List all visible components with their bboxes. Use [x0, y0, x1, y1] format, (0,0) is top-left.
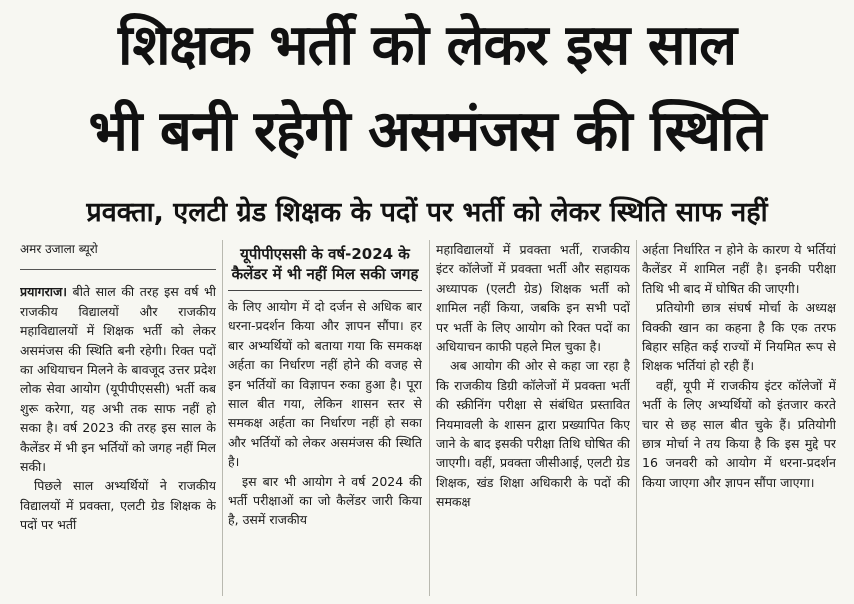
article-column-1 — [20, 240, 216, 600]
paragraph: पिछले साल अभ्यर्थियों ने राजकीय विद्यालयों में प्रवक्ता, एलटी ग्रेड शिक्षक के पदों पर भर्ती — [20, 478, 216, 533]
article-column-3 — [436, 240, 630, 600]
dateline-city: प्रयागराज। — [20, 284, 68, 300]
crosshead: यूपीपीएससी के वर्ष-2024 के कैलेंडर में भी नहीं मिल सकी जगह — [228, 240, 422, 291]
article-column-4 — [642, 240, 836, 600]
paragraph: महाविद्यालयों में प्रवक्ता भर्ती, राजकीय इंटर कॉलेजों में प्रवक्ता भर्ती और सहायक अध्यापक (एलटी ग्रेड) शिक्षक भर्ती को शामिल नहीं किया, जबकि इन सभी पदों पर भर्ती के लिए आयोग को रिक्त पदों का अधियाचन काफी पहले मिल चुका है। — [436, 242, 630, 355]
paragraph: वहीं, यूपी में राजकीय इंटर कॉलेजों में भर्ती के लिए अभ्यर्थियों को इंतजार करते चार से छह साल बीत चुके हैं। प्रतियोगी छात्र मोर्चा ने तय किया है कि इस मुद्दे पर 16 जनवरी को आयोग में धरना-प्रदर्शन किया जाएगा और ज्ञापन सौंपा जाएगा। — [642, 377, 836, 490]
byline-rule — [20, 269, 216, 270]
column-divider — [429, 240, 430, 596]
column-divider — [636, 240, 637, 596]
paragraph: के लिए आयोग में दो दर्जन से अधिक बार धरना-प्रदर्शन किया और ज्ञापन सौंपा। हर बार अभ्यर्थियों को बताया गया कि समकक्ष अर्हता का निर्धारण नहीं होने की वजह से इन भर्तियों का विज्ञापन रुका हुआ है। पूरा साल बीत गया, लेकिन शासन स्तर से समकक्ष अर्हता का निर्धारण नहीं हो सका और भर्तियों को लेकर असमंजस की स्थिति है। — [228, 299, 422, 470]
paragraph — [20, 282, 216, 476]
paragraph: अब आयोग की ओर से कहा जा रहा है कि राजकीय डिग्री कॉलेजों में प्रवक्ता भर्ती की स्क्रीनिंग परीक्षा से संबंधित प्रस्तावित नियमावली के शासन द्वारा प्रख्यापित किए जाने के बाद इसकी परीक्षा तिथि घोषित की जाएगी। वहीं, प्रवक्ता जीसीआई, एलटी ग्रेड शिक्षक, खंड शिक्षा अधिकारी के पदों की समकक्ष — [436, 358, 630, 510]
paragraph: प्रतियोगी छात्र संघर्ष मोर्चा के अध्यक्ष विक्की खान का कहना है कि एक तरफ बिहार सहित कई राज्यों में नियमित रूप से शिक्षक भर्तियां हो रही हैं। — [642, 300, 836, 374]
paragraph: अर्हता निर्धारित न होने के कारण ये भर्तियां कैलेंडर में शामिल नहीं है। इनकी परीक्षा तिथि भी बाद में घोषित की जाएगी। — [642, 242, 836, 296]
subheadline: प्रवक्ता, एलटी ग्रेड शिक्षक के पदों पर भर्ती को लेकर स्थिति साफ नहीं — [86, 197, 768, 228]
headline-line-1: शिक्षक भर्ती को लेकर इस साल — [117, 13, 737, 78]
article-column-2 — [228, 240, 422, 600]
byline: अमर उजाला ब्यूरो — [20, 242, 98, 256]
paragraph: इस बार भी आयोग ने वर्ष 2024 की भर्ती परीक्षाओं का जो कैलेंडर जारी किया है, उसमें राजकीय — [228, 473, 422, 528]
paragraph-text: बीते साल की तरह इस वर्ष भी राजकीय विद्यालयों और राजकीय महाविद्यालयों में शिक्षक भर्ती को लेकर असमंजस की स्थिति बनी रहेगी। रिक्त पदों का अधियाचन मिलने के बावजूद उत्तर प्रदेश लोक सेवा आयोग (यूपीपीएससी) भर्ती कब शुरू करेगा, यह अभी तक साफ नहीं हो सका है। वर्ष 2023 की तरह इस साल के कैलेंडर में भी इन भर्तियों को जगह नहीं मिल सकी। — [20, 284, 216, 475]
headline-line-2: भी बनी रहेगी असमंजस की स्थिति — [88, 99, 766, 164]
column-divider — [222, 240, 223, 596]
